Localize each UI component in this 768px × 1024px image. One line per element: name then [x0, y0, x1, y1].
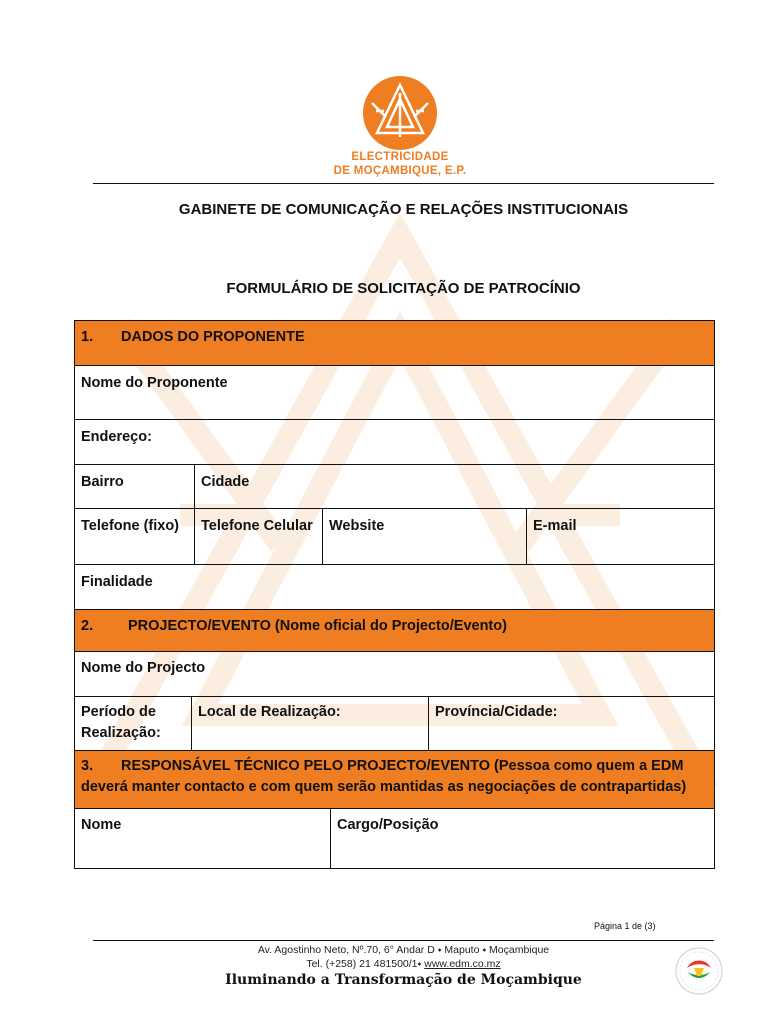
- row-bairro-cidade: [75, 464, 714, 508]
- section-1-number: 1.: [81, 329, 94, 345]
- nome-proponente-field[interactable]: Nome do Proponente: [81, 375, 228, 391]
- row-endereco[interactable]: [75, 419, 714, 464]
- footer-website-link[interactable]: www.edm.co.mz: [424, 958, 501, 970]
- page-number: Página 1 de (3): [594, 921, 656, 931]
- section-3-title: RESPONSÁVEL TÉCNICO PELO PROJECTO/EVENTO (Pessoa como quem a EDM deverá manter contacto e com quem serão mantidas as negociações de contrapartidas): [81, 758, 687, 795]
- section-3-number: 3.: [81, 758, 94, 774]
- telefone-fixo-field[interactable]: Telefone (fixo): [81, 518, 180, 534]
- nome-field[interactable]: Nome: [81, 817, 122, 833]
- local-field[interactable]: Local de Realização:: [191, 697, 428, 750]
- row-finalidade[interactable]: [75, 564, 714, 609]
- website-field[interactable]: Website: [322, 509, 526, 564]
- provincia-field[interactable]: Província/Cidade:: [428, 697, 714, 750]
- row-nome-projecto[interactable]: [75, 651, 714, 696]
- row-responsavel: [75, 808, 714, 868]
- logo-line-1: ELECTRICIDADE: [351, 151, 449, 163]
- bairro-field[interactable]: Bairro: [81, 474, 124, 490]
- footer-address-block: [93, 943, 714, 971]
- periodo-field[interactable]: Período de Realização:: [81, 704, 161, 741]
- endereco-field[interactable]: Endereço:: [81, 429, 152, 445]
- section-3-header: [75, 750, 714, 808]
- section-2-header: [75, 609, 714, 651]
- section-1-header: [75, 321, 714, 365]
- logo-text: [300, 150, 500, 178]
- row-realizacao: [75, 696, 714, 750]
- section-1-title: DADOS DO PROPONENTE: [121, 329, 305, 345]
- email-field[interactable]: E-mail: [526, 509, 714, 564]
- footer-slogan: Iluminando a Transformação de Moçambique: [225, 972, 582, 988]
- sponsorship-form: [74, 320, 715, 869]
- anniversary-badge-icon: [674, 946, 724, 996]
- row-nome-proponente[interactable]: [75, 365, 714, 419]
- nome-projecto-field[interactable]: Nome do Projecto: [81, 660, 206, 676]
- edm-logo-icon: [360, 73, 440, 153]
- header-divider: [93, 183, 714, 184]
- section-2-number: 2.: [81, 618, 94, 634]
- footer-divider: [93, 940, 714, 941]
- logo-line-2: DE MOÇAMBIQUE, E.P.: [333, 165, 467, 177]
- telefone-celular-field[interactable]: Telefone Celular: [194, 509, 322, 564]
- cargo-field[interactable]: Cargo/Posição: [330, 809, 714, 868]
- cidade-field[interactable]: Cidade: [194, 465, 714, 508]
- form-title: FORMULÁRIO DE SOLICITAÇÃO DE PATROCÍNIO: [226, 280, 581, 297]
- section-2-title: PROJECTO/EVENTO (Nome oficial do Projecto/Evento): [128, 618, 507, 634]
- department-heading: GABINETE DE COMUNICAÇÃO E RELAÇÕES INSTITUCIONAIS: [178, 201, 629, 218]
- footer-phone: Tel. (+258) 21 481500/1⬩: [306, 958, 422, 970]
- footer-address: Av. Agostinho Neto, Nº.70, 6° Andar D ⬩ Maputo ⬩ Moçambique: [257, 944, 550, 956]
- row-contacts: [75, 508, 714, 564]
- finalidade-field[interactable]: Finalidade: [81, 574, 153, 590]
- footer-contact: [93, 957, 714, 971]
